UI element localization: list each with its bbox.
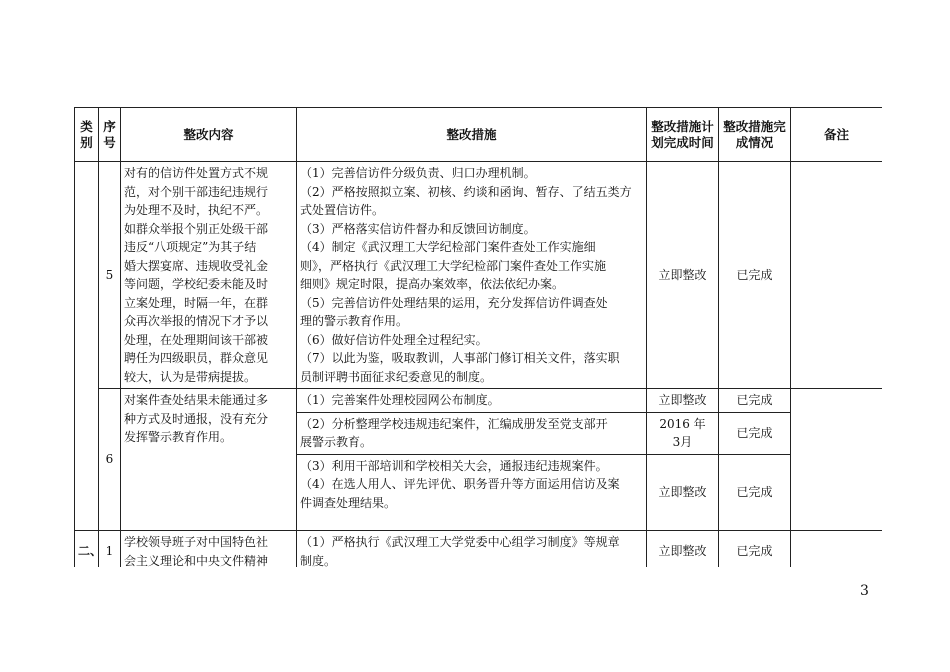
header-row <box>75 108 883 162</box>
measure-line: （3）利用干部培训和学校相关大会，通报违纪违规案件。 <box>300 458 608 473</box>
remarks-cell <box>791 531 883 568</box>
plan-time-cell: 立即整改 <box>647 531 719 568</box>
measures-cell <box>297 389 647 413</box>
measures-cell <box>297 454 647 531</box>
plan-time-cell: 立即整改 <box>647 162 719 389</box>
measure-line: （5）完善信访件处理结果的运用，充分发挥信访件调查处 <box>300 295 608 310</box>
content-line: 对有的信访件处置方式不规 <box>124 166 269 180</box>
status-cell: 已完成 <box>719 454 791 531</box>
plan-time-cell <box>647 454 719 531</box>
table-row <box>75 389 883 413</box>
header-category: 类别 <box>75 108 99 162</box>
content-cell <box>121 531 297 568</box>
measure-line: （4）在选人用人、评先评优、职务晋升等方面运用信访及案 <box>300 477 620 491</box>
header-seq: 序号 <box>99 108 121 162</box>
measure-line: 则》，严格执行《武汉理工大学纪检部门案件查处工作实施 <box>300 258 607 273</box>
remarks-cell <box>791 162 883 389</box>
table-row <box>75 531 883 568</box>
seq-cell: 5 <box>99 162 121 389</box>
measure-line: 式处置信访件。 <box>300 203 385 217</box>
status-cell: 已完成 <box>719 389 791 413</box>
content-line: 种方式及时通报，没有充分 <box>124 411 269 426</box>
measure-line: 细则》规定时限，提高办案效率，依法依纪办案。 <box>300 277 565 291</box>
content-line: 较大，认为是带病提拔。 <box>124 369 257 384</box>
measure-line: （1）完善信访件分级负责、归口办理机制。 <box>300 166 536 180</box>
content-cell <box>121 162 297 389</box>
measure-line: （1）严格执行《武汉理工大学党委中心组学习制度》等规章 <box>300 535 620 549</box>
content-line: 对案件查处结果未能通过多 <box>124 393 269 407</box>
measures-cell <box>297 412 647 454</box>
content-line: 违反“八项规定”为其子结 <box>124 240 257 254</box>
measure-line: （4）制定《武汉理工大学纪检部门案件查处工作实施细 <box>300 240 596 254</box>
content-line: 发挥警示教育作用。 <box>124 430 233 444</box>
content-line: 婚大摆宴席、违规收受礼金 <box>124 258 269 273</box>
content-line: 处理，在处理期间该干部被 <box>124 332 269 347</box>
plan-time-line: 立即整改 <box>658 393 707 407</box>
content-line: 学校领导班子对中国特色社 <box>124 535 269 549</box>
measure-line: （2）分析整理学校违规违纪案件，汇编成册发至党支部开 <box>300 416 608 431</box>
document-table-area <box>74 107 882 567</box>
measure-line: （6）做好信访件处理全过程纪实。 <box>300 332 488 347</box>
content-line: 如群众举报个别正处级干部 <box>124 221 269 236</box>
header-plan-time: 整改措施计划完成时间 <box>647 108 719 162</box>
measure-line: 展警示教育。 <box>300 435 373 449</box>
remarks-cell <box>791 389 883 531</box>
content-line: 范，对个别干部违纪违规行 <box>124 184 269 199</box>
page-number: 3 <box>860 583 869 599</box>
measures-cell <box>297 162 647 389</box>
plan-time-cell <box>647 389 719 413</box>
header-measures: 整改措施 <box>297 108 647 162</box>
table-row <box>75 162 883 389</box>
seq-cell: 6 <box>99 389 121 531</box>
seq-cell: 1 <box>99 531 121 568</box>
measure-line: 理的警示教育作用。 <box>300 314 409 328</box>
plan-time-line: 3月 <box>672 435 693 449</box>
plan-time-cell <box>647 412 719 454</box>
content-line: 会主义理论和中央文件精神 <box>124 553 269 567</box>
measure-line: （7）以此为鉴，吸取教训，人事部门修订相关文件，落实职 <box>300 351 620 365</box>
header-content: 整改内容 <box>121 108 297 162</box>
measures-cell <box>297 531 647 568</box>
content-line: 众再次举报的情况下才予以 <box>124 314 269 328</box>
measure-line: 员制评聘书面征求纪委意见的制度。 <box>300 369 493 384</box>
category-cell: 二、 <box>75 531 99 568</box>
measure-line: （1）完善案件处理校园网公布制度。 <box>300 393 500 407</box>
measure-line: （3）严格落实信访件督办和反馈回访制度。 <box>300 221 536 236</box>
measure-line: 件调查处理结果。 <box>300 495 397 510</box>
content-line: 立案处理，时隔一年，在群 <box>124 295 269 310</box>
content-cell <box>121 389 297 531</box>
category-cell <box>75 162 99 531</box>
status-cell: 已完成 <box>719 162 791 389</box>
content-line: 为处理不及时，执纪不严。 <box>124 203 269 217</box>
content-line: 聘任为四级职员，群众意见 <box>124 351 269 365</box>
plan-time-line: 立即整改 <box>658 485 707 499</box>
content-line: 等问题，学校纪委未能及时 <box>124 277 269 291</box>
rectification-table <box>74 107 882 567</box>
measure-line: 制度。 <box>300 553 337 567</box>
header-status: 整改措施完成情况 <box>719 108 791 162</box>
measure-line: （2）严格按照拟立案、初核、约谈和函询、暂存、了结五类方 <box>300 184 632 199</box>
status-cell: 已完成 <box>719 531 791 568</box>
plan-time-line: 2016 年 <box>659 416 706 431</box>
header-remarks: 备注 <box>791 108 883 162</box>
status-cell: 已完成 <box>719 412 791 454</box>
